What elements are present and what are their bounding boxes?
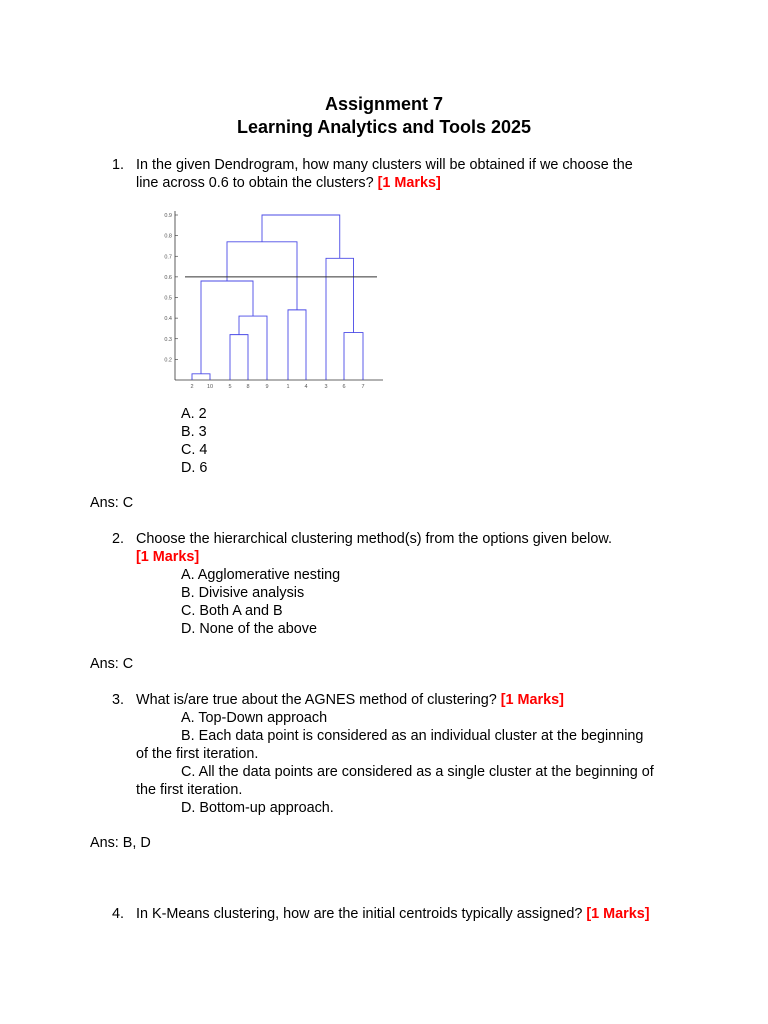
- leaf-label: 10: [206, 384, 214, 390]
- question-1-number: 1.: [112, 157, 125, 173]
- leaf-label: 5: [228, 384, 232, 390]
- question-1-text-cont: [136, 174, 441, 192]
- question-2-option-b: B. Divisive analysis: [181, 585, 305, 601]
- y-tick-label: 0.5: [164, 295, 172, 302]
- dendrogram-link: [288, 310, 306, 380]
- y-tick-label: 0.6: [164, 274, 172, 281]
- question-3-number: 3.: [112, 692, 125, 708]
- question-2-marks: [1 Marks]: [136, 549, 200, 565]
- question-3-option-d: D. Bottom-up approach.: [181, 800, 334, 816]
- question-2-option-d: D. None of the above: [181, 621, 318, 637]
- question-1-option-c: C. 4: [181, 442, 208, 458]
- question-3-option-b-cont: of the first iteration.: [136, 746, 259, 762]
- question-3-option-c: C. All the data points are considered as a single cluster at the beginning of: [181, 764, 654, 780]
- assignment-title: Assignment 7: [324, 94, 444, 114]
- leaf-label: 4: [304, 384, 308, 390]
- y-tick-label: 0.9: [164, 213, 172, 219]
- y-tick-label: 0.8: [164, 233, 172, 240]
- question-3-answer: Ans: B, D: [90, 835, 151, 851]
- question-1-option-d: D. 6: [181, 460, 208, 476]
- leaf-label: 1: [286, 384, 290, 390]
- question-3-option-b: B. Each data point is considered as an individual cluster at the beginning: [181, 728, 644, 744]
- question-4-number: 4.: [112, 906, 125, 922]
- question-4-text: In K-Means clustering, how are the initial centroids typically assigned?: [136, 906, 583, 922]
- question-2-number: 2.: [112, 531, 125, 547]
- question-1-answer: Ans: C: [90, 495, 134, 511]
- question-2-option-c: C. Both A and B: [181, 603, 283, 619]
- leaf-label: 3: [324, 384, 328, 390]
- course-title: Learning Analytics and Tools 2025: [236, 117, 532, 137]
- dendrogram-link: [192, 374, 210, 380]
- dendrogram-labels: [164, 213, 364, 390]
- leaf-label: 7: [361, 384, 365, 390]
- dendrogram-link: [230, 335, 248, 380]
- dendrogram-link: [262, 215, 340, 258]
- question-1-text: In the given Dendrogram, how many clusters will be obtained if we choose the: [136, 157, 633, 173]
- dendrogram-links: [192, 215, 363, 380]
- question-4-text-row: [136, 905, 650, 923]
- y-tick-label: 0.3: [164, 336, 172, 343]
- dendrogram-axis: [175, 211, 383, 380]
- leaf-label: 8: [246, 384, 250, 390]
- question-3-text: What is/are true about the AGNES method of clustering?: [136, 692, 497, 708]
- y-tick-label: 0.2: [164, 357, 172, 364]
- question-1-option-b: B. 3: [181, 424, 207, 440]
- leaf-label: 6: [342, 384, 346, 390]
- question-4-marks: [1 Marks]: [586, 906, 650, 922]
- question-3-option-a: A. Top-Down approach: [181, 710, 328, 726]
- dendrogram-link: [227, 242, 297, 310]
- question-2-answer: Ans: C: [90, 656, 134, 672]
- leaf-label: 9: [265, 384, 269, 390]
- question-2-text: Choose the hierarchical clustering method(s) from the options given below.: [136, 531, 612, 547]
- dendrogram-link: [239, 316, 267, 380]
- question-1-option-a: A. 2: [181, 406, 207, 422]
- y-tick-label: 0.4: [164, 316, 172, 323]
- dendrogram-figure: [155, 205, 385, 395]
- dendrogram-link: [344, 333, 363, 380]
- question-1-marks: [1 Marks]: [377, 175, 441, 191]
- question-1-text-line2: line across 0.6 to obtain the clusters?: [136, 175, 374, 191]
- question-3-option-c-cont: the first iteration.: [136, 782, 243, 798]
- leaf-label: 2: [190, 384, 194, 390]
- y-tick-label: 0.7: [164, 254, 172, 261]
- question-2-option-a: A. Agglomerative nesting: [181, 567, 341, 583]
- question-3-marks: [1 Marks]: [500, 692, 564, 708]
- dendrogram-link: [201, 281, 253, 374]
- question-3-text-row: [136, 691, 564, 709]
